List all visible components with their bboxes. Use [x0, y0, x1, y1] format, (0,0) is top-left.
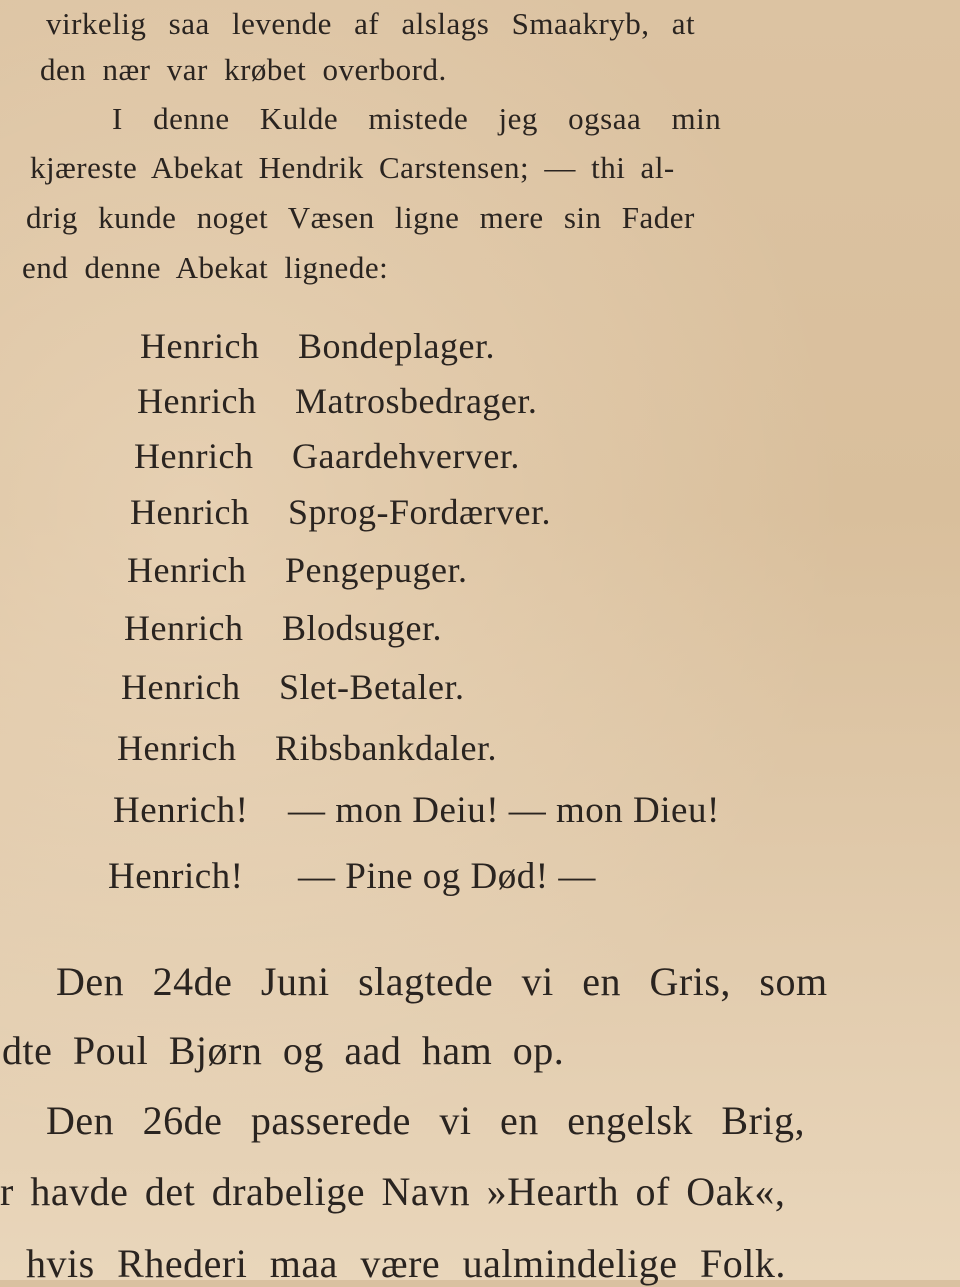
verse-line: [124, 607, 442, 649]
verse-epithet: Sprog-Fordærver.: [288, 492, 551, 532]
verse-epithet: Ribsbankdaler.: [275, 728, 497, 768]
verse-epithet: Gaardehverver.: [292, 436, 520, 476]
text-line: Den 26de passerede vi en engelsk Brig,: [46, 1098, 806, 1143]
text-line: drig kunde noget Væsen ligne mere sin Fader: [26, 200, 695, 235]
verse-line: [121, 666, 464, 708]
text-line: end denne Abekat lignede:: [22, 250, 389, 285]
text-line: dte Poul Bjørn og aad ham op.: [2, 1028, 565, 1073]
verse-name: Henrich!: [113, 790, 249, 831]
verse-epithet: — Pine og Død! —: [298, 856, 596, 897]
verse-line: [134, 435, 520, 477]
verse-name: Henrich: [121, 667, 241, 707]
verse-name: Henrich: [117, 728, 237, 768]
verse-name: Henrich: [124, 608, 244, 648]
verse-line: [137, 380, 537, 422]
verse-line: [108, 855, 596, 898]
verse-epithet: Blodsuger.: [282, 608, 443, 648]
verse-name: Henrich: [134, 436, 254, 476]
verse-epithet: Slet-Betaler.: [279, 667, 465, 707]
text-line: hvis Rhederi maa være ualmindelige Folk.: [26, 1241, 786, 1286]
verse-epithet: Bondeplager.: [298, 326, 495, 366]
text-line: I denne Kulde mistede jeg ogsaa min: [112, 101, 722, 136]
verse-line: [140, 325, 495, 367]
verse-name: Henrich: [130, 492, 250, 532]
text-line: den nær var krøbet overbord.: [40, 52, 447, 87]
verse-epithet: Matrosbedrager.: [295, 381, 538, 421]
text-line: Den 24de Juni slagtede vi en Gris, som: [56, 959, 828, 1004]
text-line: r havde det drabelige Navn »Hearth of Oak«,: [0, 1169, 786, 1214]
verse-name: Henrich: [127, 550, 247, 590]
verse-line: [113, 789, 720, 832]
verse-name: Henrich: [137, 381, 257, 421]
verse-epithet: Pengepuger.: [285, 550, 468, 590]
verse-name: Henrich!: [108, 856, 244, 897]
text-line: virkelig saa levende af alslags Smaakryb, at: [46, 6, 696, 41]
text-line: kjæreste Abekat Hendrik Carstensen; — thi al-: [30, 150, 675, 185]
verse-line: [130, 491, 551, 533]
verse-epithet: — mon Deiu! — mon Dieu!: [288, 790, 720, 831]
verse-name: Henrich: [140, 326, 260, 366]
verse-line: [127, 549, 467, 591]
verse-line: [117, 727, 497, 769]
